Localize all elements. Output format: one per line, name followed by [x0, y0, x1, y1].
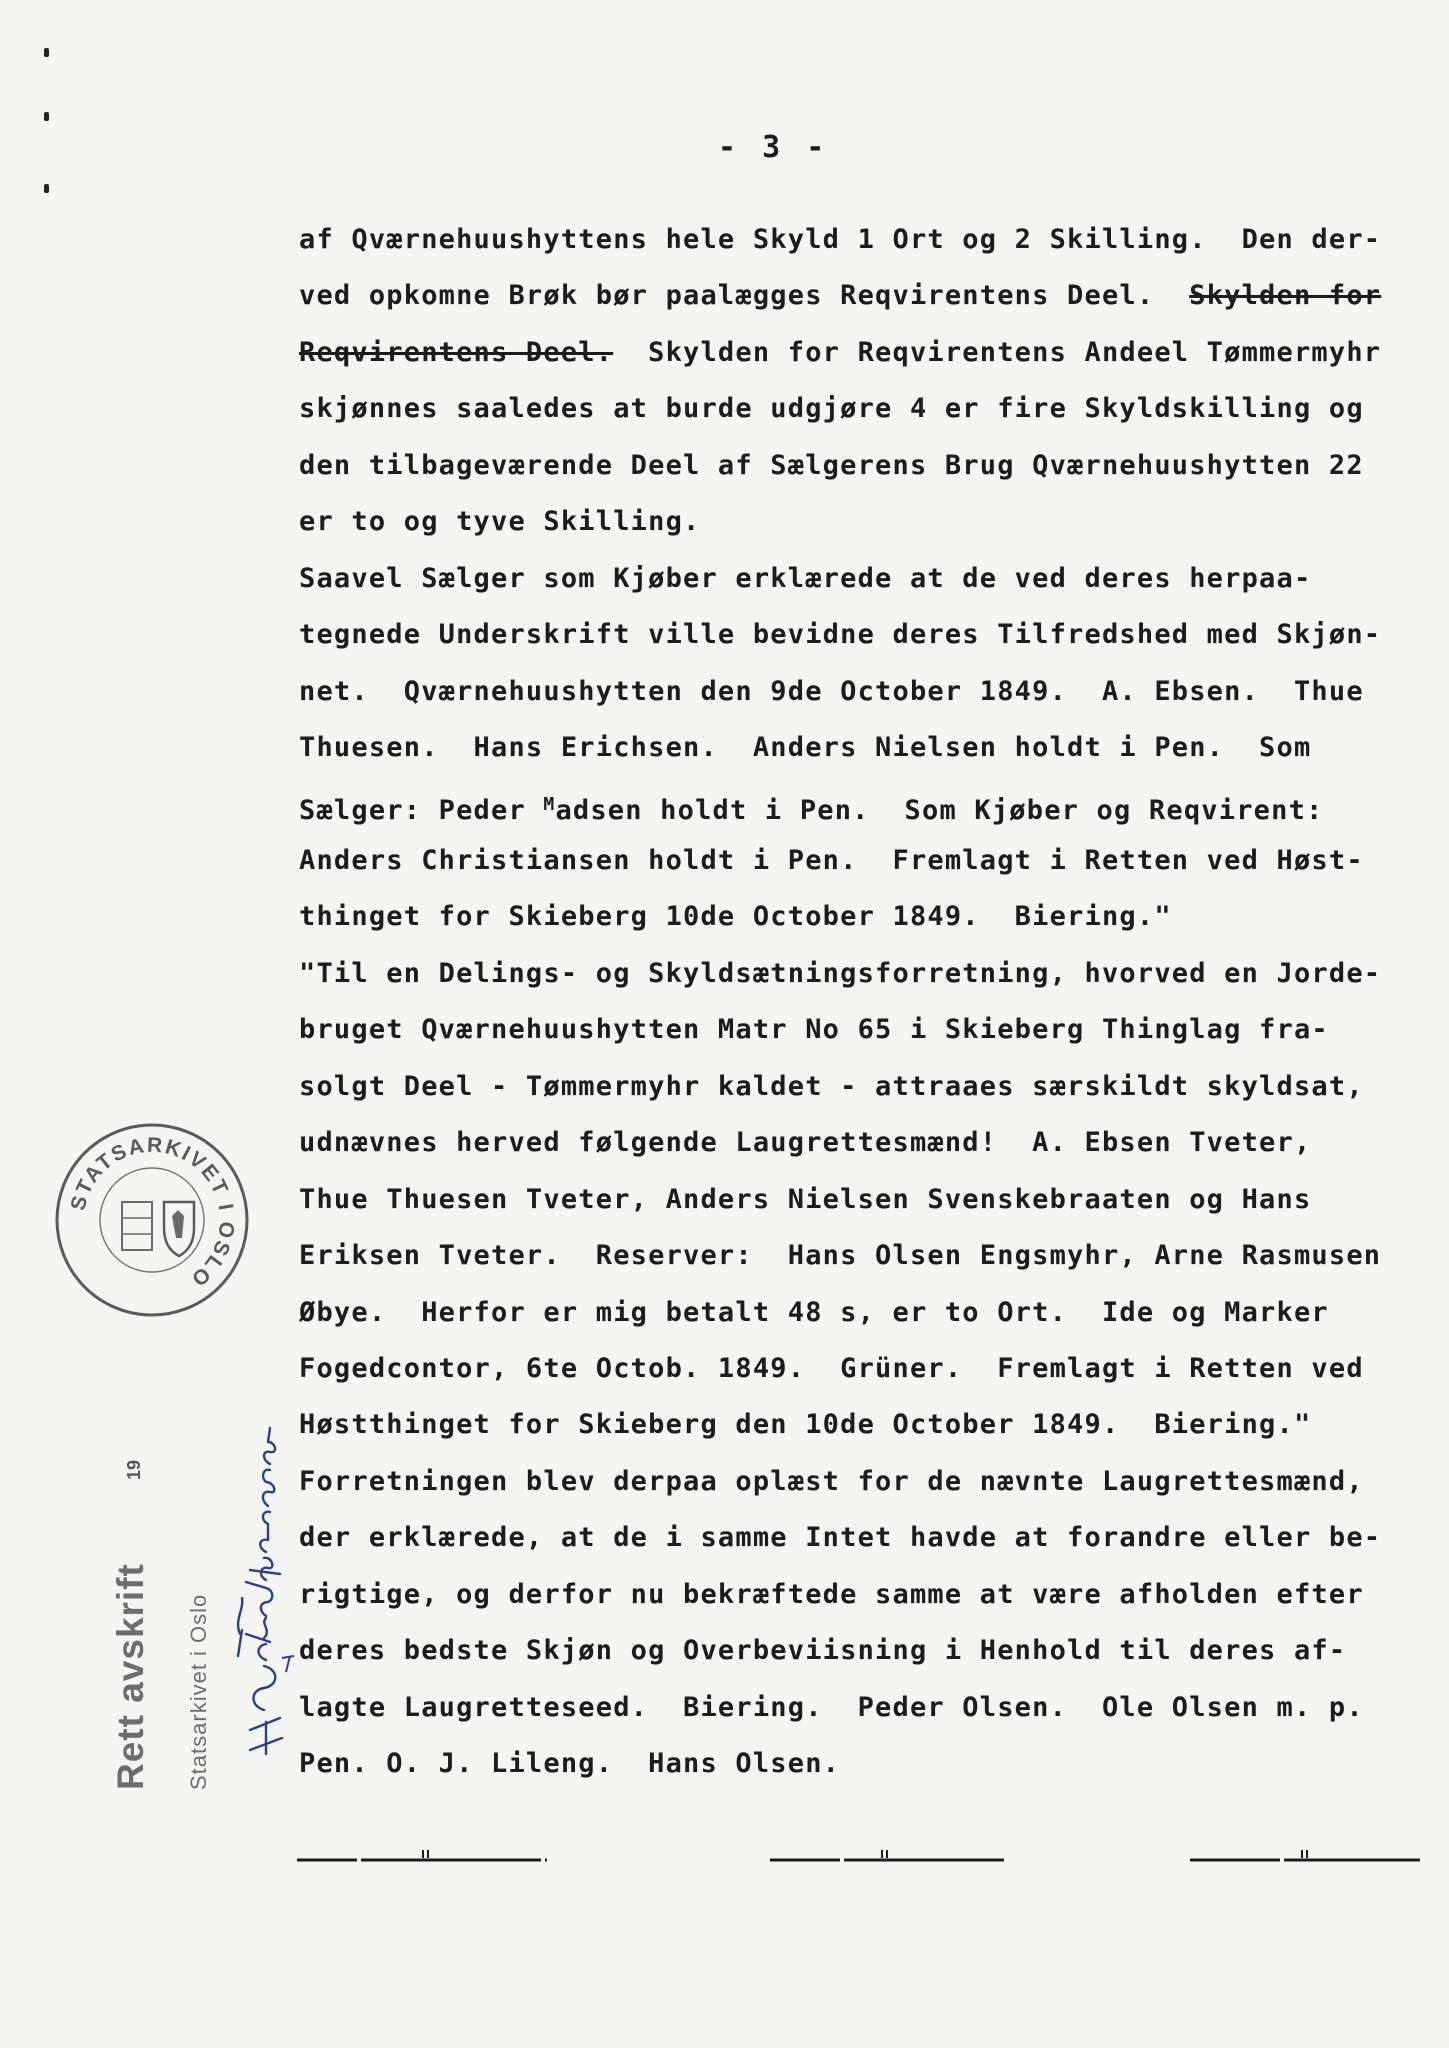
- text-line: [299, 1580, 1364, 1610]
- closing-rule: [1190, 1848, 1420, 1868]
- line-text: udnævnes herved følgende Laugrettesmænd! A. Ebsen Tveter,: [299, 1127, 1312, 1159]
- text-line: [299, 733, 1311, 763]
- certification-note: [110, 1460, 230, 1790]
- line-text: Anders Christiansen holdt i Pen. Fremlagt i Retten ved Høst-: [299, 844, 1364, 876]
- line-text: Skylden for Reqvirentens Andeel Tømmermyhr: [613, 336, 1382, 368]
- line-text: tegnede Underskrift ville bevidne deres Tilfredshed med Skjøn-: [299, 619, 1382, 651]
- line-text-continued: adsen holdt i Pen. Som Kjøber og Reqvirent:: [555, 794, 1324, 826]
- line-text: lagte Laugretteseed. Biering. Peder Olsen. Ole Olsen m. p.: [299, 1691, 1364, 1723]
- line-text: Pen. O. J. Lileng. Hans Olsen.: [299, 1748, 841, 1780]
- line-text: er to og tyve Skilling.: [299, 506, 701, 538]
- line-text: deres bedste Skjøn og Overbeviisning i Henhold til deres af-: [299, 1635, 1347, 1667]
- line-text: thinget for Skieberg 10de October 1849. Biering.": [299, 901, 1172, 933]
- text-line: [299, 902, 1172, 932]
- superscript-letter: M: [543, 793, 556, 815]
- certification-year: 19: [124, 1459, 144, 1480]
- text-line: [299, 1241, 1381, 1271]
- line-text: Sælger: Peder: [299, 794, 544, 826]
- line-text: Saavel Sælger som Kjøber erklærede at de ved deres herpaa-: [299, 562, 1312, 594]
- line-text: Eriksen Tveter. Reserver: Hans Olsen Engsmyhr, Arne Rasmusen: [299, 1240, 1382, 1272]
- text-line: [299, 1693, 1364, 1723]
- text-line: [299, 1410, 1311, 1440]
- text-line: [299, 1523, 1381, 1553]
- page-number: - 3 -: [718, 130, 829, 165]
- text-line: [299, 1128, 1311, 1158]
- text-line: [299, 790, 1323, 826]
- text-line: [299, 1467, 1364, 1497]
- line-text: "Til en Delings- og Skyldsætningsforretning, hvorved en Jorde-: [299, 957, 1382, 989]
- text-line: [299, 1749, 840, 1779]
- text-line: [299, 564, 1311, 594]
- text-line: [299, 620, 1381, 650]
- line-text: solgt Deel - Tømmermyhr kaldet - attraaes særskildt skyldsat,: [299, 1070, 1364, 1102]
- text-line: [299, 1185, 1311, 1215]
- text-line: [299, 1298, 1329, 1328]
- text-line: [299, 1636, 1346, 1666]
- stamp-text: STATSARKIVET I OSLO: [66, 1133, 239, 1292]
- line-text: skjønnes saaledes at burde udgjøre 4 er fire Skyldskilling og: [299, 393, 1364, 425]
- text-line: [299, 451, 1364, 481]
- punch-hole-mark: [44, 112, 49, 121]
- line-text: Forretningen blev derpaa oplæst for de nævnte Laugrettesmænd,: [299, 1465, 1364, 1497]
- text-line: [299, 959, 1381, 989]
- handwritten-signature: [220, 1420, 300, 1760]
- text-line: [299, 1354, 1364, 1384]
- certification-archive: Statsarkivet i Oslo: [186, 1593, 211, 1790]
- coat-of-arms-icon: [122, 1202, 194, 1256]
- line-text: Thuesen. Hans Erichsen. Anders Nielsen holdt i Pen. Som: [299, 732, 1312, 764]
- struck-text: Skylden for: [1189, 280, 1382, 312]
- text-line: [299, 281, 1381, 311]
- certification-title: Rett avskrift: [110, 1563, 151, 1790]
- text-line: [299, 677, 1364, 707]
- line-text: net. Qværnehuushytten den 9de October 1849. A. Ebsen. Thue: [299, 675, 1364, 707]
- line-text: den tilbageværende Deel af Sælgerens Brug Qværnehuushytten 22: [299, 449, 1364, 481]
- struck-text: Reqvirentens Deel.: [299, 336, 614, 368]
- text-line: [299, 338, 1381, 368]
- line-text: der erklærede, at de i samme Intet havde at forandre eller be-: [299, 1522, 1382, 1554]
- text-line: [299, 225, 1381, 255]
- line-text: af Qværnehuushyttens hele Skyld 1 Ort og 2 Skilling. Den der-: [299, 224, 1382, 255]
- line-text: ved opkomne Brøk bør paalægges Reqvirentens Deel.: [299, 280, 1190, 312]
- line-text: rigtige, og derfor nu bekræftede samme at være afholden efter: [299, 1578, 1364, 1610]
- text-line: [299, 394, 1364, 424]
- closing-rule: [770, 1848, 1004, 1868]
- text-line: [299, 1072, 1364, 1102]
- punch-hole-mark: [44, 184, 49, 193]
- text-line: [299, 1015, 1329, 1045]
- punch-hole-mark: [44, 48, 49, 57]
- text-line: [299, 846, 1364, 876]
- line-text: Høstthinget for Skieberg den 10de October 1849. Biering.": [299, 1409, 1312, 1441]
- text-line: [299, 507, 700, 537]
- line-text: Fogedcontor, 6te Octob. 1849. Grüner. Fremlagt i Retten ved: [299, 1353, 1364, 1384]
- archive-stamp: [52, 1120, 252, 1320]
- line-text: Øbye. Herfor er mig betalt 48 s, er to Ort. Ide og Marker: [299, 1296, 1329, 1328]
- closing-rule: [297, 1848, 547, 1868]
- line-text: Thue Thuesen Tveter, Anders Nielsen Svenskebraaten og Hans: [299, 1183, 1312, 1215]
- line-text: bruget Qværnehuushytten Matr No 65 i Skieberg Thinglag fra-: [299, 1014, 1329, 1046]
